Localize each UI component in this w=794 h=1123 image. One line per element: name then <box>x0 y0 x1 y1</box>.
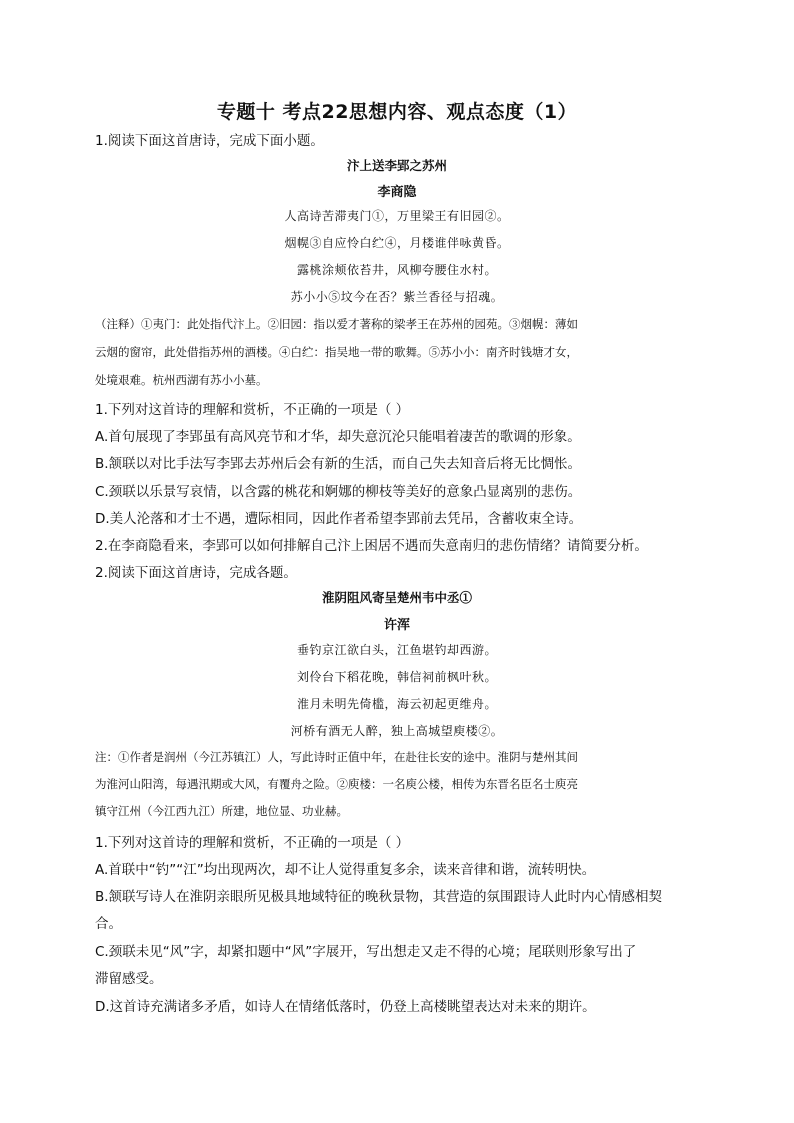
q1-poem-author: 李商隐 <box>377 185 417 200</box>
q2-note-line: 注：①作者是润州（今江苏镇江）人，写此诗时正值中年，在赴往长安的途中。淮阴与楚州其间 <box>95 750 578 764</box>
q2-option-d: D.这首诗充满诸多矛盾，如诗人在情绪低落时，仍登上高楼眺望表达对未来的期许。 <box>95 999 596 1015</box>
q1-option-a: A.首句展现了李郢虽有高风亮节和才华，却失意沉沦只能唱着凄苦的歌调的形象。 <box>95 429 581 445</box>
page-title: 专题十 考点22思想内容、观点态度（1） <box>216 101 578 123</box>
q2-option-b-continued: 合。 <box>95 916 122 932</box>
q1-note-line: 处境艰难。杭州西湖有苏小小墓。 <box>95 373 268 387</box>
q2-option-c: C.颈联未见“风”字，却紧扣题中“风”字展开，写出想走又走不得的心境；尾联则形象写出了 <box>95 944 637 960</box>
q2-option-b: B.颔联写诗人在淮阴亲眼所见极具地域特征的晚秋景物，其营造的氛围跟诗人此时内心情感相契 <box>95 889 663 905</box>
q2-poem-title: 淮阴阻风寄呈楚州韦中丞① <box>321 590 472 605</box>
q1-note-line: （注释）①夷门：此处指代汴上。②旧园：指以爱才著称的梁孝王在苏州的园苑。③烟幌：薄如 <box>95 317 578 331</box>
q1-verse: 露桃涂颊依苔井，风柳夸腰住水村。 <box>296 263 497 277</box>
q2-verse: 河桥有酒无人醉，独上高城望庾楼②。 <box>290 724 504 738</box>
q1-verse: 烟幌③自应怜白纻④，月楼谁伴咏黄昏。 <box>284 236 510 250</box>
q2-verse: 淮月未明先倚槛，海云初起更维舟。 <box>296 697 497 711</box>
q1-option-b: B.颔联以对比手法写李郢去苏州后会有新的生活，而自己失去知音后将无比惆怅。 <box>95 456 582 472</box>
q1-sub-question-1: 1.下列对这首诗的理解和赏析，不正确的一项是（ ） <box>95 402 410 418</box>
q2-verse: 垂钓京江欲白头，江鱼堪钓却西游。 <box>296 643 497 657</box>
q2-option-a: A.首联中“钓”“江”均出现两次，却不让人觉得重复多余，读来音律和谐，流转明快。 <box>95 862 596 878</box>
q1-note-line: 云烟的窗帘，此处借指苏州的酒楼。④白纻：指吴地一带的歌舞。⑤苏小小：南齐时钱塘才女， <box>95 345 578 359</box>
q2-note-line: 为淮河山阳湾，每遇汛期或大风，有覆舟之险。②庾楼：一名庾公楼，相传为东晋名臣名士庾亮 <box>95 777 578 791</box>
q1-option-c: C.颈联以乐景写哀情，以含露的桃花和婀娜的柳枝等美好的意象凸显离别的悲伤。 <box>95 484 582 500</box>
q2-verse: 刘伶台下稻花晚，韩信祠前枫叶秋。 <box>296 670 497 684</box>
q1-verse: 人高诗苦滞夷门①，万里梁王有旧园②。 <box>284 209 510 223</box>
q2-option-c-continued: 滞留感受。 <box>95 971 163 987</box>
q1-verse: 苏小小⑤坟今在否？紫兰香径与招魂。 <box>290 290 504 304</box>
q2-note-line: 镇守江州（今江西九江）所建，地位显、功业赫。 <box>95 804 348 818</box>
q2-intro: 2.阅读下面这首唐诗，完成各题。 <box>95 565 297 581</box>
q1-intro: 1.阅读下面这首唐诗，完成下面小题。 <box>95 133 324 149</box>
q1-poem-title: 汴上送李郢之苏州 <box>346 158 447 173</box>
q1-option-d: D.美人沦落和才士不遇，遭际相同，因此作者希望李郢前去凭吊，含蓄收束全诗。 <box>95 511 583 527</box>
q2-poem-author: 许浑 <box>383 618 410 633</box>
q2-sub-question-1: 1.下列对这首诗的理解和赏析，不正确的一项是（ ） <box>95 835 410 851</box>
q1-sub-question-2: 2.在李商隐看来，李郢可以如何排解自己汴上困居不遇而失意南归的悲伤情绪？请简要分析。 <box>95 538 648 554</box>
